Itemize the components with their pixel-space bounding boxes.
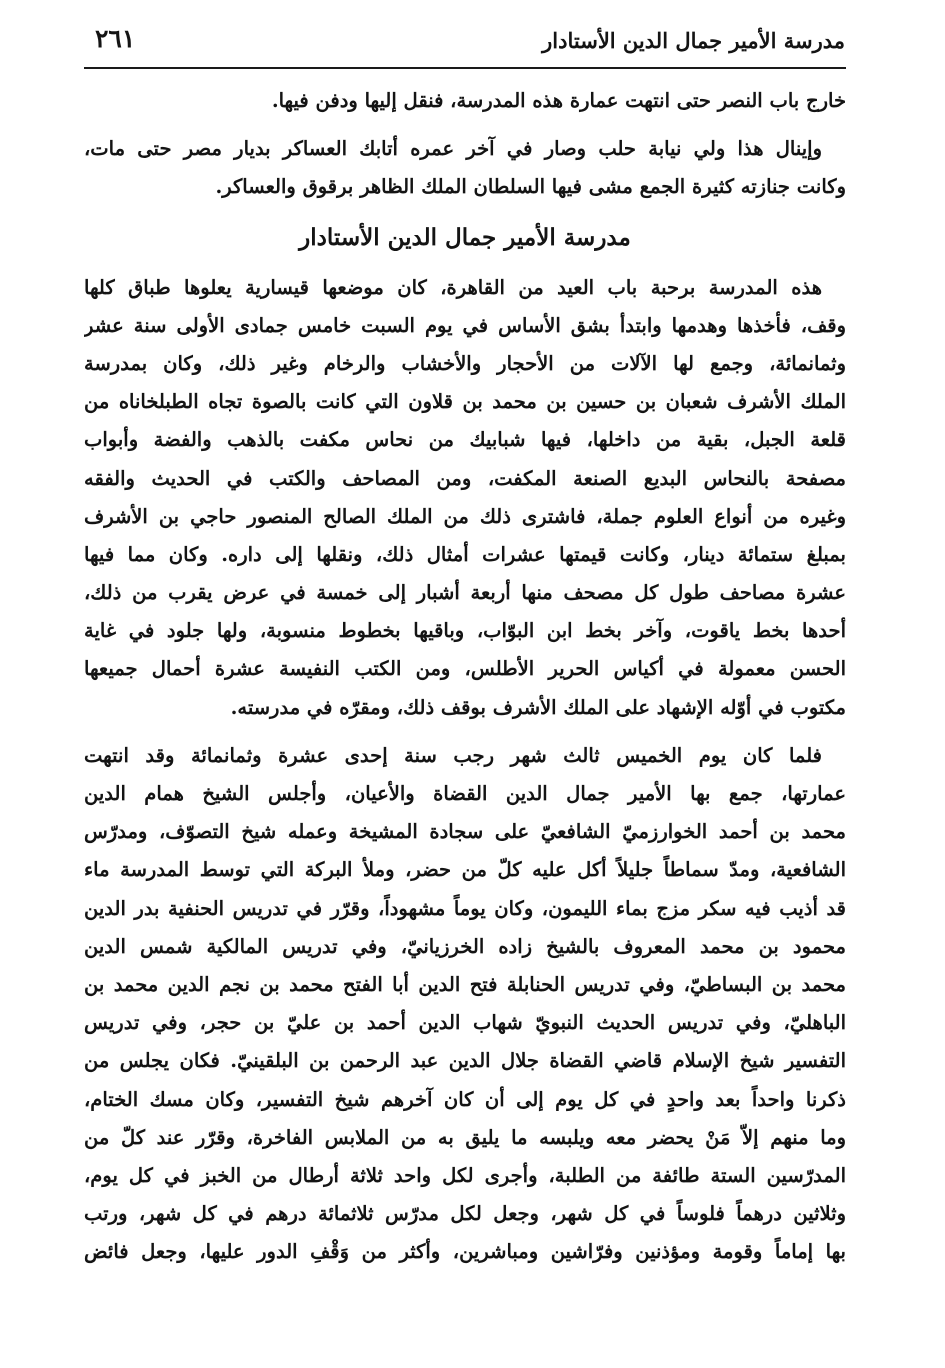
text-line: وغيره من أنواع العلوم جملة، فاشترى ذلك من الملك الصالح المنصور حاجي بن الأشرف xyxy=(84,504,846,528)
page-number: ٢٦١ xyxy=(95,24,136,53)
text-line: خارج باب النصر حتى انتهت عمارة هذه المدرسة، فنقل إليها ودفن فيها. xyxy=(271,89,846,112)
text-line: وإينال هذا ولي نيابة حلب وصار في آخر عمره أتابك العساكر بديار مصر حتى مات، xyxy=(84,137,822,161)
text-line: المدرّسين الستة طائفة من الطلبة، وأجرى لكل واحد ثلاثة أرطال من الخبز في كل يوم، xyxy=(84,1163,846,1187)
text-line: الحسن معمولة في أكياس الحرير الأطلس، ومن الكتب النفيسة عشرة أحمال جميعها xyxy=(84,657,846,681)
text-line: وثلاثين درهماً فلوساً في كل شهر، وجعل لكل مدرّس ثلاثمائة درهم في كل شهر، ورتب xyxy=(84,1202,846,1226)
running-head-title: مدرسة الأمير جمال الدين الأستادار xyxy=(542,28,845,53)
text-line: الباهليّ، وفي تدريس الحديث النبويّ شهاب الدين أحمد بن عليّ بن حجر، وفي تدريس xyxy=(84,1011,846,1035)
paragraph xyxy=(84,130,846,206)
paragraph xyxy=(84,737,846,1272)
text-line: بها إماماً وقومة ومؤذنين وفرّاشين ومباشرين، وأكثر من وَقْفِ الدور عليها، وجعل فائض xyxy=(84,1240,846,1264)
text-line: محمود بن محمد المعروف بالشيخ زاده الخرزيانيّ، وفي تدريس المالكية شمس الدين xyxy=(84,934,846,958)
text-line: قلعة الجبل، بقية من داخلها، فيها شبابيك من نحاس مكفت بالذهب والفضة وأبواب xyxy=(84,428,846,452)
text-line: بمبلغ ستمائة دينار، وكانت قيمتها عشرات أمثال ذلك، ونقلها إلى داره. وكان مما فيها xyxy=(84,542,846,566)
text-line: قد أذيب فيه سكر مزج بماء الليمون، وكان يوماً مشهوداً، وقرّر في تدريس الحنفية بدر الدين xyxy=(84,896,846,920)
body-text xyxy=(84,82,846,1271)
text-line: مكتوب في أوّله الإشهاد على الملك الأشرف بوقف ذلك، ومقرّه في مدرسته. xyxy=(230,695,846,719)
text-line: محمد بن أحمد الخوارزميّ الشافعيّ على سجادة المشيخة وعمله شيخ التصوّف، ومدرّس xyxy=(84,820,846,844)
text-line: التفسير شيخ الإسلام قاضي القضاة جلال الدين عبد الرحمن بن البلقينيّ. فكان يجلس من xyxy=(84,1049,846,1073)
header-rule xyxy=(84,67,846,69)
text-line: مصفحة بالنحاس البديع الصنعة المكفت، ومن المصاحف والكتب في الحديث والفقه xyxy=(84,466,846,490)
text-line: ذكرنا واحداً بعد واحدٍ في كل يوم إلى أن كان آخرهم شيخ التفسير، وكان مسك الختام، xyxy=(84,1087,846,1111)
text-line: فلما كان يوم الخميس ثالث شهر رجب سنة إحدى عشرة وثمانمائة وقد انتهت xyxy=(84,743,822,767)
text-line: أحدها بخط ياقوت، وآخر بخط ابن البوّاب، وباقيها بخطوط منسوبة، ولها جلود في غاية xyxy=(84,619,846,643)
text-line: وقف، فأخذها وهدمها وابتدأ بشق الأساس في يوم السبت خامس جمادى الأولى سنة عشر xyxy=(84,313,846,337)
paragraph xyxy=(84,269,846,727)
text-line: الشافعية، ومدّ سماطاً جليلاً أكل عليه كلّ من حضر، وملأ البركة التي توسط المدرسة ماء xyxy=(84,858,846,882)
text-line: عشرة مصاحف طول كل مصحف منها أربعة أشبار إلى خمسة في عرض يقرب من ذلك، xyxy=(84,581,846,605)
text-line: وكانت جنازته كثيرة الجمع مشى فيها السلطان الملك الظاهر برقوق والعساكر. xyxy=(215,175,846,199)
text-line: وثمانمائة، وجمع لها الآلات من الأحجار والأخشاب والرخام وغير ذلك، وكان بمدرسة xyxy=(84,351,846,375)
paragraph xyxy=(84,82,846,120)
text-line: الملك الأشرف شعبان بن حسين بن محمد بن قلاون التي كانت بالصوة تجاه الطبلخاناه من xyxy=(84,390,846,414)
text-line: محمد بن البساطيّ، وفي تدريس الحنابلة فتح الدين أبا الفتح محمد بن نجم الدين محمد بن xyxy=(84,972,846,996)
section-heading: مدرسة الأمير جمال الدين الأستادار xyxy=(299,223,631,251)
text-line: وما منهم إلاّ مَنْ يحضر معه ويلبسه ما يليق به من الملابس الفاخرة، وقرّر عند كلّ من xyxy=(84,1125,846,1149)
text-line: عمارتها، جمع بها الأمير جمال الدين القضاة والأعيان، وأجلس الشيخ همام الدين xyxy=(84,782,846,805)
text-line: هذه المدرسة برحبة باب العيد من القاهرة، كان موضعها قيسارية يعلوها طباق كلها xyxy=(84,275,822,299)
